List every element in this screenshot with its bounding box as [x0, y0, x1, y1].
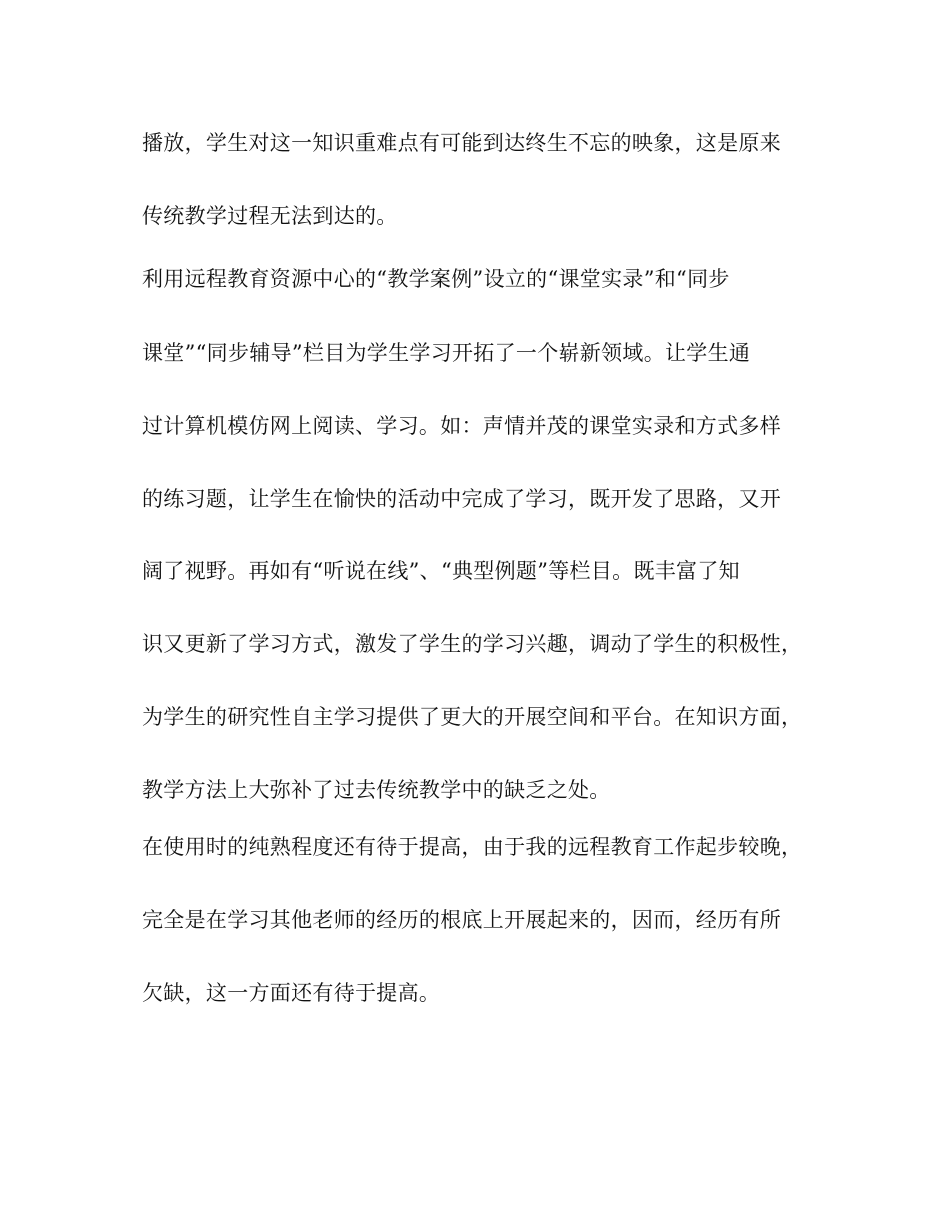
text-line: 识又更新了学习方式，激发了学生的学习兴趣，调动了学生的积极性， [142, 632, 803, 656]
text-line: 传统教学过程无法到达的。 [142, 204, 398, 228]
text-line: 在使用时的纯熟程度还有待于提高，由于我的远程教育工作起步较晚， [142, 835, 803, 859]
text-line: 利用远程教育资源中心的“教学案例”设立的“课堂实录”和“同步 [142, 267, 730, 291]
text-line: 为学生的研究性自主学习提供了更大的开展空间和平台。在知识方面， [142, 705, 803, 729]
text-line: 欠缺，这一方面还有待于提高。 [142, 981, 441, 1005]
text-line: 播放，学生对这一知识重难点有可能到达终生不忘的映象，这是原来 [142, 131, 781, 155]
text-line: 阔了视野。再如有“听说在线”、“典型例题”等栏目。既丰富了知 [142, 559, 740, 583]
text-line: 教学方法上大弥补了过去传统教学中的缺乏之处。 [142, 778, 611, 802]
text-line: 的练习题，让学生在愉快的活动中完成了学习，既开发了思路，又开 [142, 487, 781, 511]
text-line: 课堂”“同步辅导”栏目为学生学习开拓了一个崭新领域。让学生通 [142, 341, 751, 365]
text-line: 完全是在学习其他老师的经历的根底上开展起来的，因而，经历有所 [142, 908, 781, 932]
text-line: 过计算机模仿网上阅读、学习。如：声情并茂的课堂实录和方式多样 [142, 414, 781, 438]
